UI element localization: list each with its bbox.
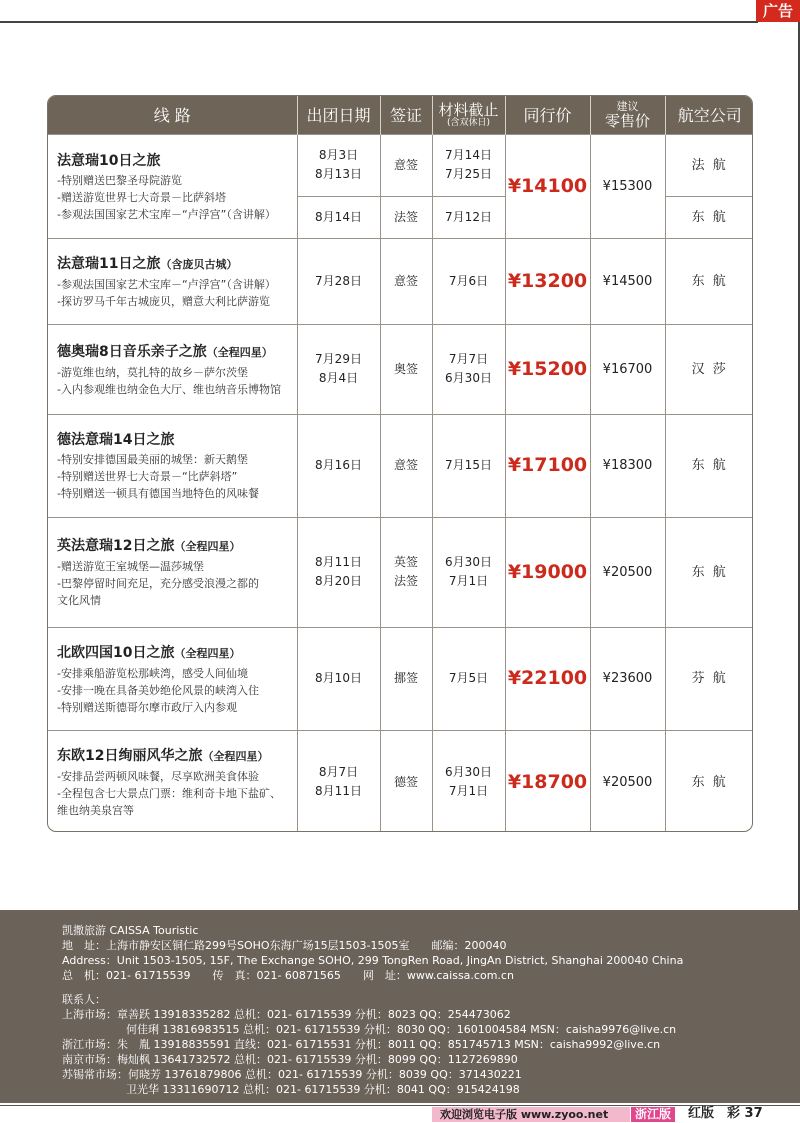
- material-deadline: 7月15日: [432, 414, 505, 517]
- header-date: 出团日期: [297, 96, 380, 134]
- route-detail: -参观法国国家艺术宝库－“卢浮宫”（含讲解）: [57, 207, 276, 221]
- table-row: [48, 730, 753, 832]
- header-route: 线 路: [48, 96, 297, 134]
- departure-date: 8月10日: [297, 627, 380, 730]
- route-title: [57, 150, 291, 172]
- visa-type: 挪签: [380, 627, 432, 730]
- route-detail: -入内参观维也纳金色大厅、维也纳音乐博物馆: [57, 382, 281, 396]
- table-row: [48, 627, 753, 730]
- footer-address-cn: 地 址：上海市静安区铜仁路299号SOHO东海广场15层1503-1505室 邮编：200040: [62, 939, 507, 952]
- route-title: [57, 253, 291, 276]
- airline: 法 航: [665, 134, 753, 196]
- route-title: [57, 642, 291, 665]
- route-title-text: 北欧四国10日之旅: [57, 644, 175, 661]
- departure-date: 8月7日 8月11日: [297, 730, 380, 832]
- visa-type: 意签: [380, 134, 432, 196]
- retail-price: ¥16700: [590, 324, 665, 414]
- visa-type: 奥签: [380, 324, 432, 414]
- route-detail: -游览维也纳，莫扎特的故乡－萨尔茨堡: [57, 365, 248, 379]
- trade-price: ¥15200: [505, 324, 590, 414]
- departure-date: 8月11日 8月20日: [297, 517, 380, 627]
- route-title-text: 德奥瑞8日音乐亲子之旅: [57, 343, 207, 360]
- header-deadline-sub: (含双休日): [446, 117, 491, 128]
- contact-line: 苏锡常市场：何晓芳 13761879806 总机：021- 61715539 分机：8039 QQ：371430221: [62, 1068, 522, 1081]
- bottom-edition-page: 红版 彩 37: [688, 1106, 763, 1121]
- route-title-text: 德法意瑞14日之旅: [57, 432, 175, 448]
- trade-price: ¥22100: [505, 627, 590, 730]
- visa-type: 法签: [380, 196, 432, 238]
- trade-price: ¥14100: [505, 134, 590, 238]
- header-retail-price: [590, 96, 665, 134]
- route-detail: -巴黎停留时间充足，充分感受浪漫之都的: [57, 577, 259, 590]
- trade-price: ¥18700: [505, 730, 590, 832]
- route-title: [57, 745, 291, 768]
- tour-table: [48, 96, 753, 832]
- route-title-note: （全程四星）: [174, 646, 241, 660]
- retail-price: ¥20500: [590, 517, 665, 627]
- bottom-rule: [0, 1105, 800, 1106]
- route-cell: [48, 414, 297, 517]
- trade-price: ¥13200: [505, 238, 590, 324]
- retail-price: ¥20500: [590, 730, 665, 832]
- airline: 东 航: [665, 196, 753, 238]
- contact-line: 何佳琍 13816983515 总机：021- 61715539 分机：8030 QQ：1601004584 MSN：caisha9976@live.cn: [126, 1023, 677, 1036]
- departure-date: 7月28日: [297, 238, 380, 324]
- footer-company: 凯撒旅游 CAISSA Touristic: [62, 924, 199, 937]
- route-detail: -参观法国国家艺术宝库－“卢浮宫”（含讲解）: [57, 277, 276, 291]
- trade-price: ¥17100: [505, 414, 590, 517]
- route-title-text: 法意瑞10日之旅: [57, 152, 161, 169]
- route-cell: [48, 730, 297, 832]
- header-airline: 航空公司: [665, 96, 753, 134]
- route-cell: [48, 517, 297, 627]
- contact-line: 上海市场：章善跃 13918335282 总机：021- 61715539 分机：8023 QQ：254473062: [62, 1008, 511, 1021]
- ad-tag: 广告: [756, 0, 800, 22]
- table-row: [48, 414, 753, 517]
- route-detail: -全程包含七大景点门票：维利奇卡地下盐矿、: [57, 787, 281, 801]
- header-trade-price: 同行价: [505, 96, 590, 134]
- table-row: [48, 238, 753, 324]
- route-title-note: （全程四星）: [206, 345, 273, 359]
- route-detail: -特别赠送巴黎圣母院游览: [57, 173, 182, 187]
- footer-address-en: Address：Unit 1503-1505, 15F, The Exchange SOHO, 299 TongRen Road, JingAn District, Shanghai 200040 China: [62, 954, 684, 967]
- airline: 东 航: [665, 517, 753, 627]
- trade-price: ¥19000: [505, 517, 590, 627]
- route-title-text: 英法意瑞12日之旅: [57, 538, 175, 554]
- airline: 东 航: [665, 238, 753, 324]
- retail-price: ¥15300: [590, 134, 665, 238]
- route-detail: -特别赠送世界七大奇景－“比萨斜塔”: [57, 470, 238, 483]
- route-cell: [48, 324, 297, 414]
- table-row: [48, 324, 753, 414]
- contact-line: 浙江市场：朱 胤 13918835591 直线：021- 61715531 分机：8011 QQ：851745713 MSN：caisha9992@live.cn: [62, 1038, 661, 1051]
- route-title: [57, 341, 291, 364]
- tour-price-table: [47, 95, 753, 832]
- material-deadline: 7月14日 7月25日: [432, 134, 505, 196]
- route-cell: [48, 627, 297, 730]
- airline: 东 航: [665, 414, 753, 517]
- departure-date: 8月16日: [297, 414, 380, 517]
- material-deadline: 7月7日 6月30日: [432, 324, 505, 414]
- route-title-text: 东欧12日绚丽风华之旅: [57, 748, 203, 765]
- route-title-note: （含庞贝古城）: [160, 257, 238, 271]
- material-deadline: 7月6日: [432, 238, 505, 324]
- route-detail: -安排一晚在具备美妙绝伦风景的峡湾入住: [57, 683, 259, 697]
- material-deadline: 6月30日 7月1日: [432, 517, 505, 627]
- route-title-note: （全程四星）: [174, 540, 241, 553]
- bottom-welcome-link[interactable]: 欢迎浏览电子版 www.zyoo.net: [440, 1108, 609, 1121]
- header-visa: 签证: [380, 96, 432, 134]
- material-deadline: 7月12日: [432, 196, 505, 238]
- route-detail: -特别赠送一顿具有德国当地特色的风味餐: [57, 487, 259, 500]
- header-retail-line2: 零售价: [604, 111, 650, 130]
- contact-line: 南京市场：梅灿枫 13641732572 总机：021- 61715539 分机：8099 QQ：1127269890: [62, 1053, 518, 1066]
- visa-type: 德签: [380, 730, 432, 832]
- material-deadline: 7月5日: [432, 627, 505, 730]
- route-title-text: 法意瑞11日之旅: [57, 255, 161, 272]
- top-rule: [0, 21, 758, 23]
- airline: 芬 航: [665, 627, 753, 730]
- header-deadline-label: 材料截止: [438, 100, 499, 119]
- route-detail: -探访罗马千年古城庞贝，赠意大利比萨游览: [57, 294, 270, 308]
- header-retail-line1: 建议: [616, 99, 639, 113]
- tour-table-body: [48, 134, 753, 832]
- route-cell: [48, 134, 297, 238]
- route-title: [57, 535, 291, 558]
- route-detail: -特别安排德国最美丽的城堡：新天鹅堡: [57, 453, 248, 466]
- route-detail: 文化风情: [57, 594, 101, 607]
- footer-contacts-label: 联系人：: [62, 993, 106, 1006]
- footer-contact-info: [0, 910, 800, 1103]
- header-deadline: [432, 96, 505, 134]
- route-detail: -安排品尝两顿风味餐，尽享欧洲美食体验: [57, 770, 259, 784]
- material-deadline: 6月30日 7月1日: [432, 730, 505, 832]
- route-title-note: （全程四星）: [202, 750, 269, 764]
- contact-line: 卫光华 13311690712 总机：021- 61715539 分机：8041 QQ：915424198: [126, 1083, 520, 1096]
- departure-date: 8月14日: [297, 196, 380, 238]
- retail-price: ¥23600: [590, 627, 665, 730]
- retail-price: ¥14500: [590, 238, 665, 324]
- visa-type: 意签: [380, 238, 432, 324]
- route-detail: -赠送游览王室城堡—温莎城堡: [57, 560, 204, 573]
- visa-type: 意签: [380, 414, 432, 517]
- route-cell: [48, 238, 297, 324]
- route-title: [57, 429, 291, 451]
- table-row: [48, 134, 753, 196]
- airline: 东 航: [665, 730, 753, 832]
- route-detail: -安排乘船游览松那峡湾，感受人间仙境: [57, 666, 248, 680]
- airline: 汉 莎: [665, 324, 753, 414]
- retail-price: ¥18300: [590, 414, 665, 517]
- bottom-bar: [0, 1103, 800, 1123]
- table-row: [48, 517, 753, 627]
- footer-phones: 总 机：021- 61715539 传 真：021- 60871565 网 址：www.caissa.com.cn: [62, 969, 514, 982]
- footer-contacts-list: [62, 1007, 800, 1097]
- departure-date: 7月29日 8月4日: [297, 324, 380, 414]
- route-detail: 维也纳美泉宫等: [57, 804, 134, 818]
- departure-date: 8月3日 8月13日: [297, 134, 380, 196]
- route-detail: -赠送游览世界七大奇景－比萨斜塔: [57, 190, 226, 204]
- route-detail: -特别赠送斯德哥尔摩市政厅入内参观: [57, 700, 237, 714]
- visa-type: 英签 法签: [380, 517, 432, 627]
- bottom-region-badge: 浙江版: [631, 1107, 675, 1122]
